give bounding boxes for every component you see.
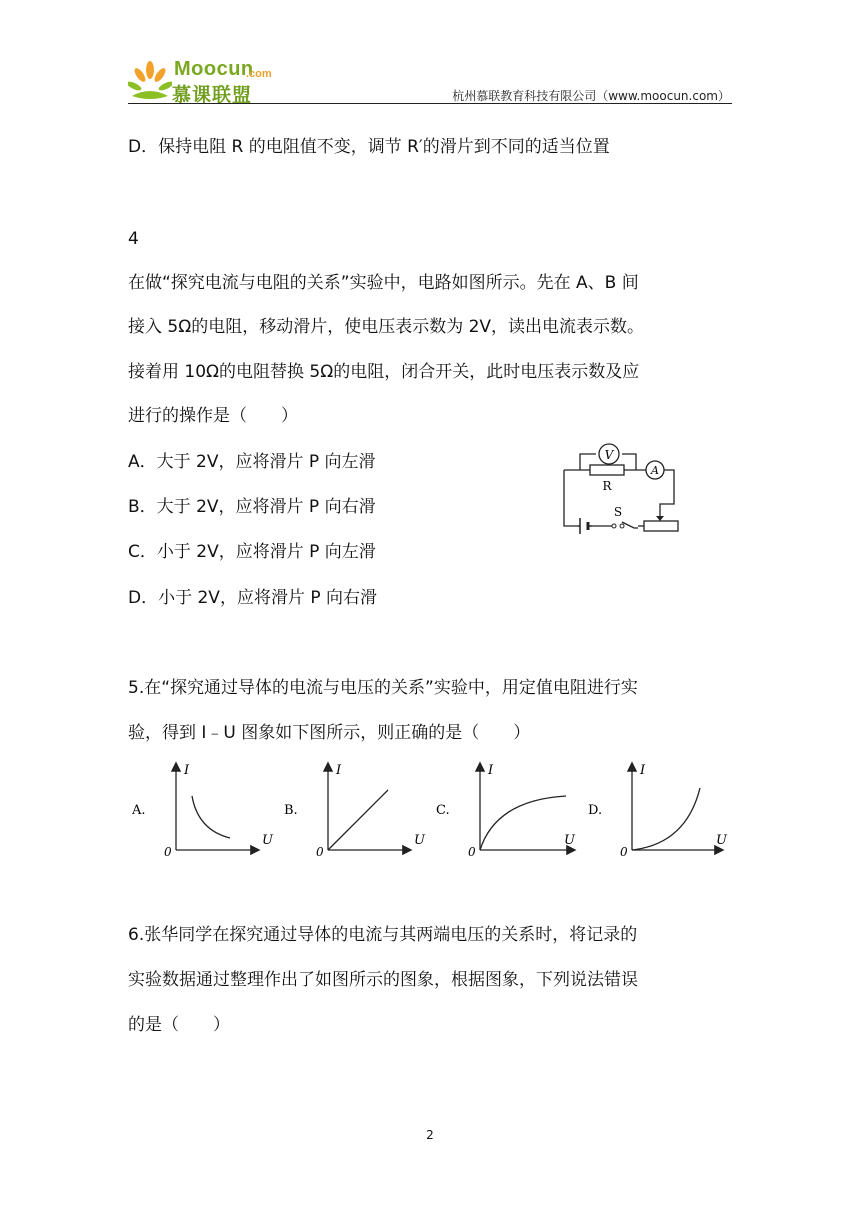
graph-b-x-label: U xyxy=(414,833,425,848)
q4-line-1: 在做“探究电流与电阻的关系”实验中，电路如图所示。先在 A、B 间 xyxy=(128,273,639,293)
graph-b-line xyxy=(328,790,388,850)
header-divider xyxy=(128,103,732,104)
logo-text-en: Moocun xyxy=(174,58,254,80)
graph-d-curve xyxy=(632,788,700,850)
graph-c-label: C. xyxy=(436,803,450,818)
logo-text-com: .com xyxy=(246,68,272,80)
graph-c-curve xyxy=(480,796,566,850)
voltmeter-label: V xyxy=(604,448,614,462)
q4-line-2: 接入 5Ω的电阻，移动滑片，使电压表示数为 2V，读出电流表示数。 xyxy=(128,317,645,337)
q4-line-3: 接着用 10Ω的电阻替换 5Ω的电阻，闭合开关，此时电压表示数及应 xyxy=(128,362,640,382)
graph-c-y-label: I xyxy=(488,763,494,778)
graph-d-y-label: I xyxy=(640,763,646,778)
q5-line-2: 验，得到 I﹣U 图象如下图所示，则正确的是（ ） xyxy=(128,723,531,743)
graph-b-origin: 0 xyxy=(316,845,324,859)
graph-b-y-label: I xyxy=(336,763,342,778)
graph-d-label: D. xyxy=(588,803,603,818)
graph-a xyxy=(131,763,274,859)
graph-d-x-label: U xyxy=(716,833,727,848)
q4-option-d: D．小于 2V，应将滑片 P 向右滑 xyxy=(128,588,377,608)
q3-option-d: D．保持电阻 R 的电阻值不变，调节 R′的滑片到不同的适当位置 xyxy=(128,137,610,157)
q6-line-1: 6.张华同学在探究通过导体的电流与其两端电压的关系时，将记录的 xyxy=(128,925,638,945)
rheostat-icon xyxy=(644,521,678,531)
graph-d xyxy=(588,763,728,859)
company-name: 杭州慕联教育科技有限公司（www.moocun.com） xyxy=(452,89,730,103)
graph-c-x-label: U xyxy=(564,833,575,848)
q4-number: 4 xyxy=(128,229,139,249)
q5-iu-graphs xyxy=(126,758,746,862)
graph-a-origin: 0 xyxy=(164,845,172,859)
q4-option-c: C．小于 2V，应将滑片 P 向左滑 xyxy=(128,542,376,562)
graph-a-x-label: U xyxy=(262,833,273,848)
battery-icon xyxy=(578,518,592,534)
q5-line-1: 5.在“探究通过导体的电流与电压的关系”实验中，用定值电阻进行实 xyxy=(128,678,638,698)
q4-option-b: B．大于 2V，应将滑片 P 向右滑 xyxy=(128,497,376,517)
page-number: 2 xyxy=(426,1128,434,1142)
graph-a-y-label: I xyxy=(184,763,190,778)
q6-line-2: 实验数据通过整理作出了如图所示的图象，根据图象，下列说法错误 xyxy=(128,970,638,990)
graph-b xyxy=(284,763,426,859)
graph-c xyxy=(436,763,576,859)
q4-option-a: A．大于 2V，应将滑片 P 向左滑 xyxy=(128,452,376,472)
graph-d-origin: 0 xyxy=(620,845,628,859)
q4-line-4: 进行的操作是（ ） xyxy=(128,406,298,426)
moocun-logo xyxy=(128,58,288,104)
ammeter-label: A xyxy=(651,464,659,477)
graph-a-curve xyxy=(192,796,230,838)
graph-c-origin: 0 xyxy=(468,845,476,859)
q6-line-3: 的是（ ） xyxy=(128,1015,230,1035)
switch-label: S xyxy=(613,505,623,519)
resistor-icon xyxy=(590,465,624,475)
switch-icon xyxy=(612,524,624,528)
graph-b-label: B. xyxy=(284,803,298,818)
flower-logo-icon xyxy=(128,60,172,102)
logo-text-cn: 慕课联盟 xyxy=(172,84,253,106)
graph-a-label: A. xyxy=(132,803,146,818)
slider-arrow-icon xyxy=(656,516,664,521)
resistor-label: R xyxy=(602,479,612,493)
q4-circuit-diagram xyxy=(556,432,686,542)
